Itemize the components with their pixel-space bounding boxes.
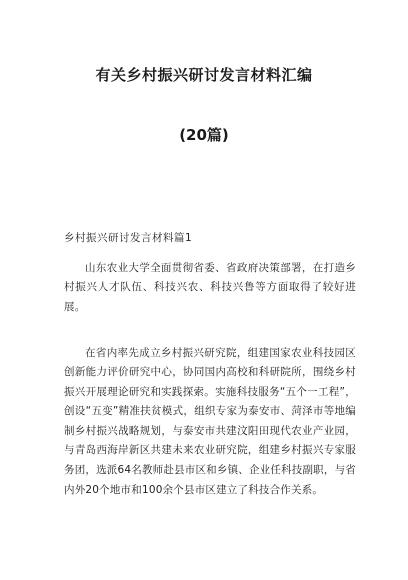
- section-heading: 乡村振兴研讨发言材料篇1: [64, 232, 193, 244]
- document-title: 有关乡村振兴研讨发言材料汇编: [95, 66, 313, 84]
- body-paragraph: 在省内率先成立乡村振兴研究院，组建国家农业科技园区创新能力评价研究中心，协同国内高校和科研院所，围绕乡村振兴开展理论研究和实践探索。实施科技服务“五个一工程”，创设“五变”精准扶贫模式，组织专家为泰安市、菏泽市等地编制乡村振兴战略规划，与泰安市共建汶阳田现代农业产业园，与青岛西海岸新区共建未来农业研究院，组建乡村振兴专家服务团，选派64名教师赴县市区和乡镇、企业任科技副职，与省内外20个地市和100余个县市区建立了科技合作关系。: [64, 346, 356, 496]
- body-paragraph: 山东农业大学全面贯彻省委、省政府决策部署，在打造乡村振兴人才队伍、科技兴农、科技兴鲁等方面取得了较好进展。: [64, 261, 356, 313]
- document-subtitle: (20篇): [179, 126, 229, 144]
